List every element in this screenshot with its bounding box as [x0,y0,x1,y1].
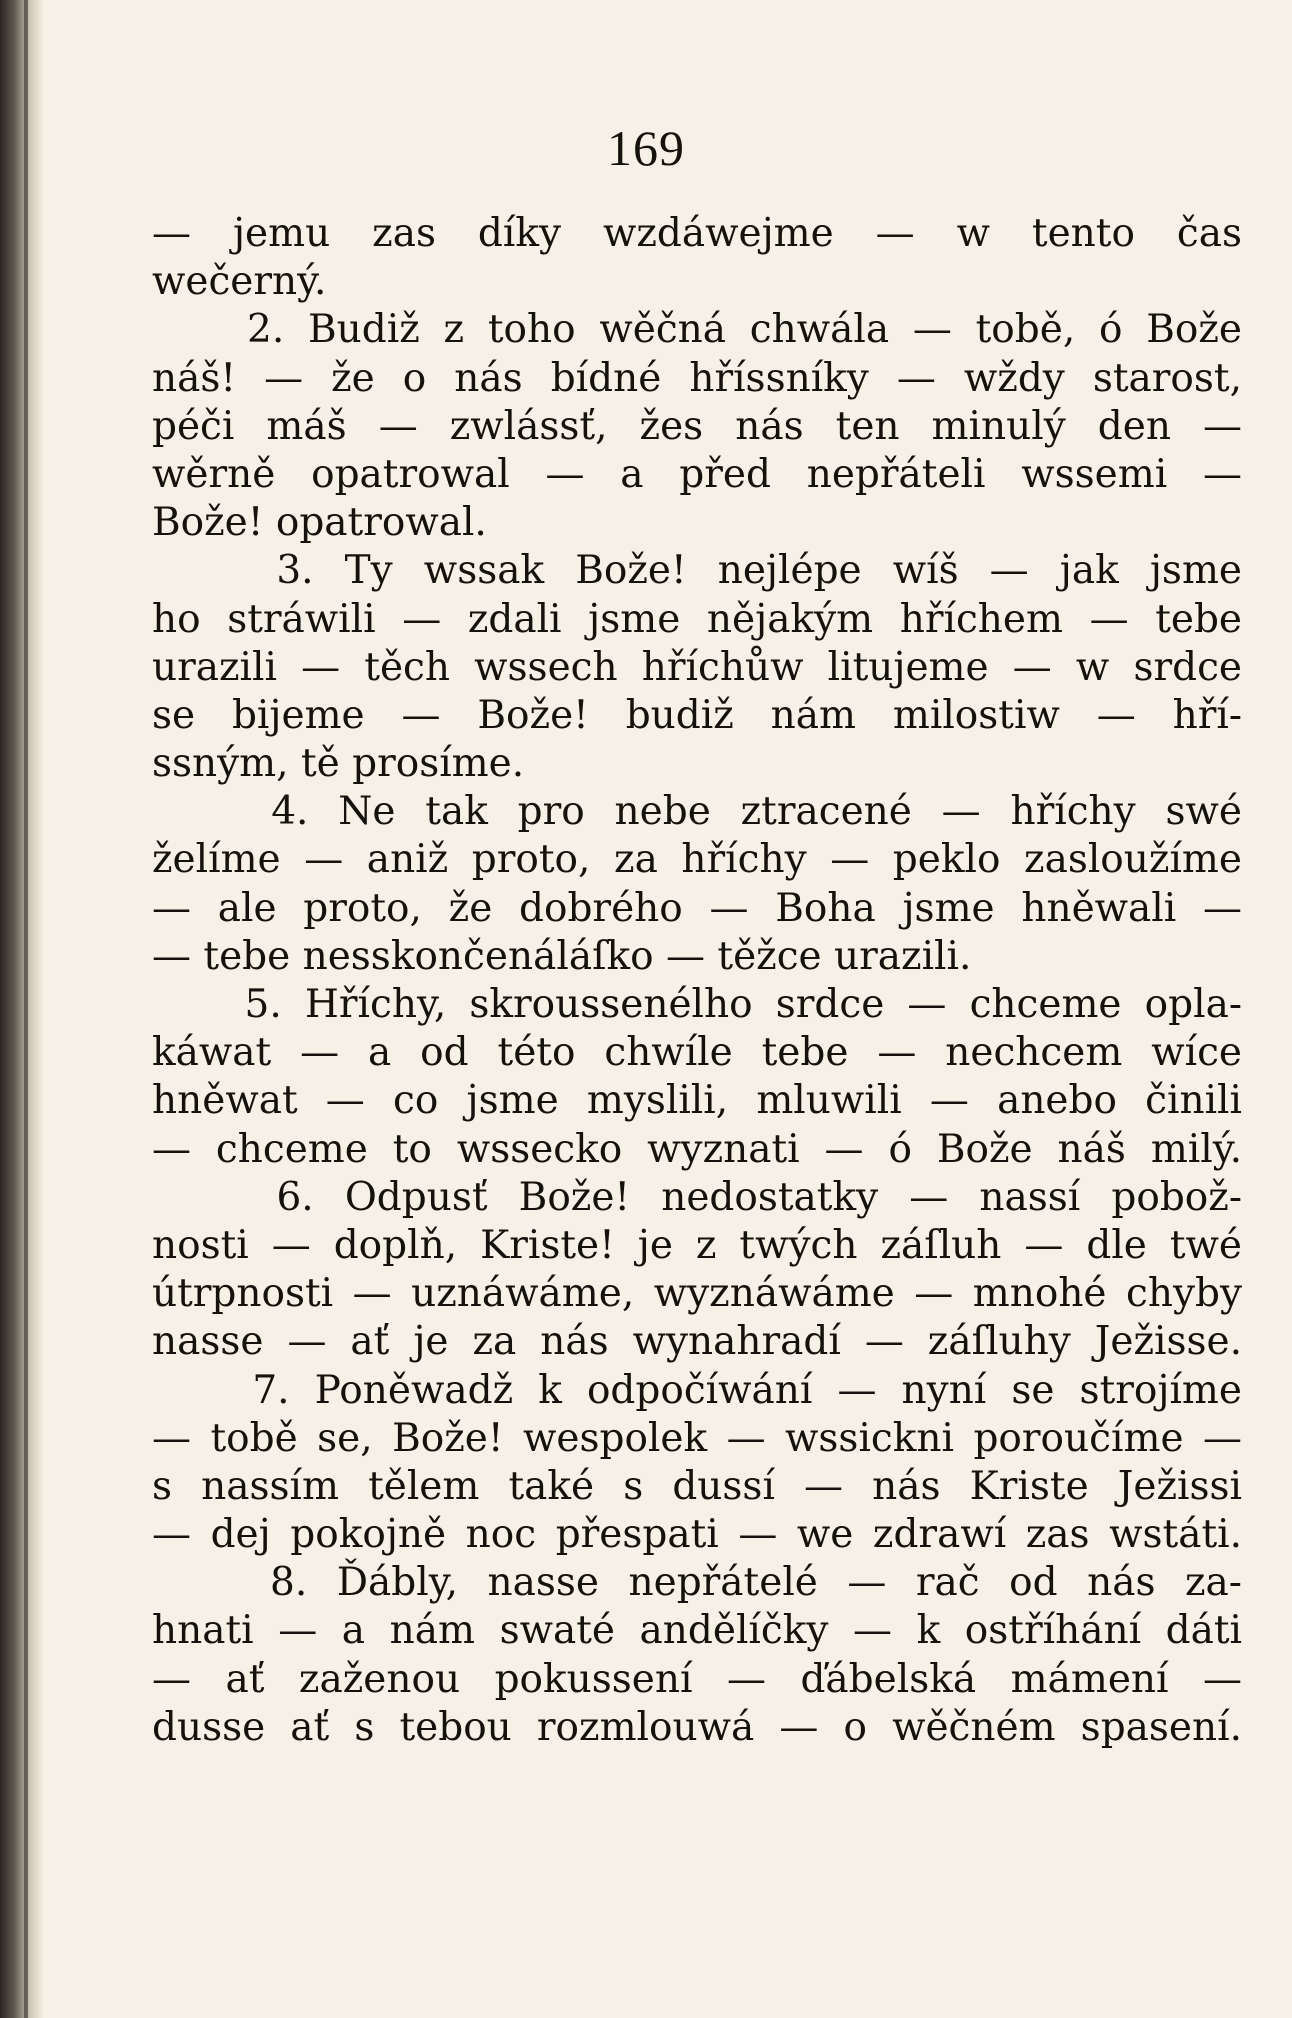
text-line: wěrně opatrowal — a před nepřáteli wssemi — [152,451,1242,497]
text-line: — tebe nesskončenáláſko — těžce urazili. [152,933,972,979]
book-gutter [0,0,44,2018]
text-line: káwat — a od této chwíle tebe — nechcem wíce [152,1030,1242,1076]
text-line: — ať zaženou pokussení — ďábelská mámení — [152,1656,1242,1702]
text-line: ssným, tě prosíme. [152,741,525,787]
text-line: 6. Odpusť Bože! nedostatky — nassí pobož- [152,1174,1242,1220]
text-line: ho stráwili — zdali jsme nějakým hříchem — tebe [152,596,1242,642]
text-line: dusse ať s tebou rozmlouwá — o wěčném spasení. [152,1704,1242,1750]
text-line: — ale proto, že dobrého — Boha jsme hněwali — [152,885,1242,931]
text-line: 5. Hříchy, skroussenélho srdce — chceme opla- [152,982,1242,1027]
text-line: péči máš — zwlássť, žes nás ten minulý den — [152,403,1242,449]
text-line: — dej pokojně noc přespati — we zdrawí zas wstáti. [152,1512,1242,1558]
text-line: hněwat — co jsme myslili, mluwili — anebo činili [152,1078,1242,1124]
text-line: Bože! opatrowal. [152,500,487,546]
text-line: 8. Ďábly, nasse nepřátelé — rač od nás za- [152,1560,1242,1606]
gutter-rule [24,0,28,2018]
text-line: se bijeme — Bože! budiž nám milostiw — hří- [152,692,1242,738]
text-line: nasse — ať je za nás wynahradí — záſluhy Ježisse. [152,1319,1242,1365]
text-line: hnati — a nám swaté andělíčky — k ostříhání dáti [152,1608,1242,1654]
text-line: — tobě se, Bože! wespolek — wssickni poroučíme — [152,1415,1242,1461]
text-line: s nassím tělem také s dussí — nás Kriste Ježissi [152,1463,1242,1509]
text-line: nosti — doplň, Kriste! je z twých záſluh — dle twé [152,1222,1242,1268]
page-number: 169 [607,120,685,176]
text-line: 2. Budiž z toho wěčná chwála — tobě, ó Bože [152,307,1242,353]
text-line: náš! — že o nás bídné hříssníky — wždy starost, [152,355,1242,401]
text-line: 4. Ne tak pro nebe ztracené — hříchy swé [152,789,1242,835]
text-line: — jemu zas díky wzdáwejme — w tento čas [152,211,1242,256]
body-text [152,210,1242,1752]
text-line: wečerný. [152,259,327,305]
text-line: 7. Poněwadž k odpočíwání — nyní se strojíme [152,1367,1242,1413]
text-line: urazili — těch wssech hříchůw litujeme — w srdce [152,644,1242,690]
text-line: útrpnosti — uznáwáme, wyznáwáme — mnohé chyby [152,1271,1242,1317]
text-line: 3. Ty wssak Bože! nejlépe wíš — jak jsme [152,548,1242,594]
text-line: želíme — aniž proto, za hříchy — peklo zasloužíme [152,837,1242,883]
text-line: — chceme to wssecko wyznati — ó Bože náš milý. [152,1126,1242,1172]
